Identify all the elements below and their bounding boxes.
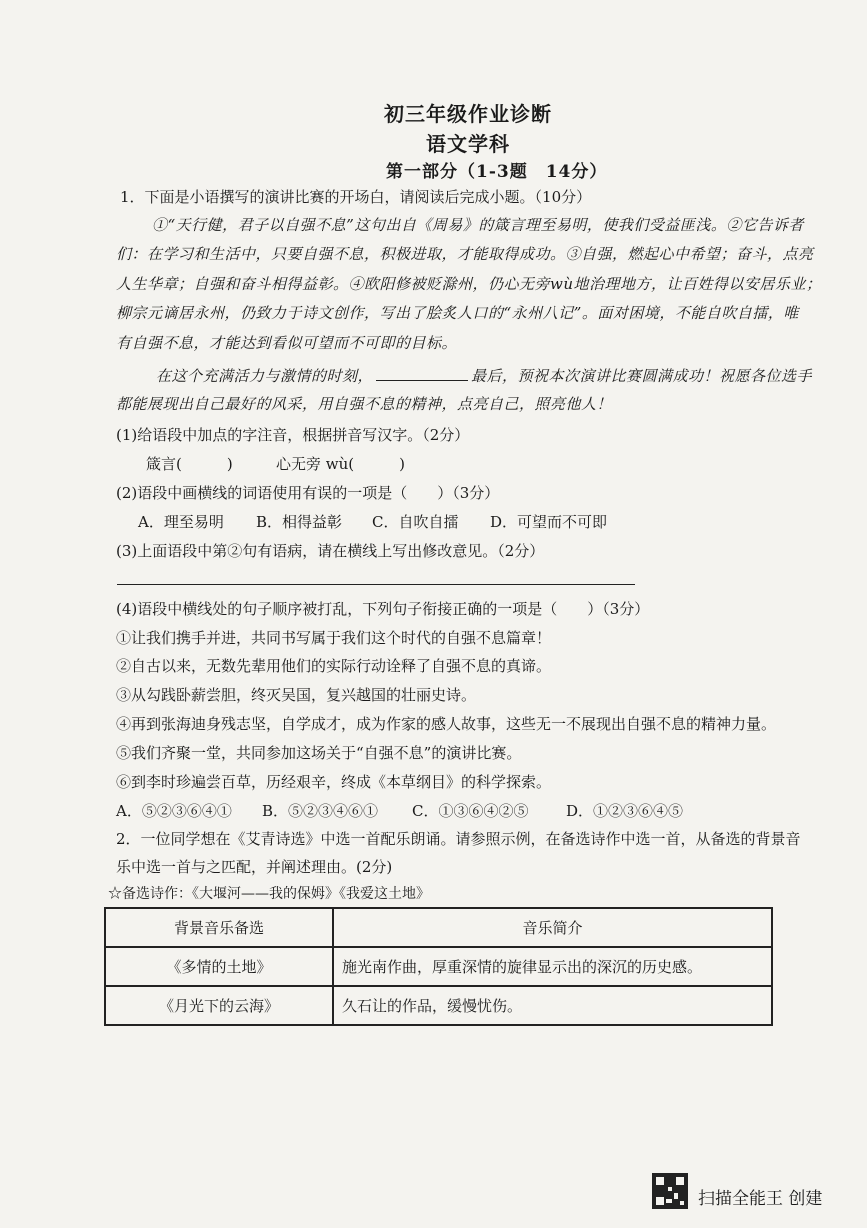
passage-line-5: 有自强不息，才能达到看似可望而不可即的目标。: [116, 334, 458, 352]
sentence-1: ①让我们携手并进，共同书写属于我们这个时代的自强不息篇章！: [116, 629, 552, 647]
sub3-stem: (3)上面语段中第②句有语病，请在横线上写出修改意见。（2分）: [116, 542, 545, 560]
page-title: 初三年级作业诊断: [384, 102, 552, 126]
sub3-answer-line[interactable]: [117, 584, 635, 585]
passage-line-3: 人生华章；自强和奋斗相得益彰。④欧阳修被贬滁州，仍心无旁wù地治理地方，让百姓得以安居乐业；: [116, 275, 822, 293]
sub1-item-b[interactable]: 心无旁 wù( ): [276, 455, 405, 473]
sentence-6: ⑥到李时珍遍尝百草，历经艰辛，终成《本草纲目》的科学探索。: [116, 773, 552, 791]
table-row: [105, 947, 772, 986]
scanner-brand: 扫描全能王 创建: [698, 1189, 823, 1209]
table-header-row: [105, 908, 772, 947]
sentence-4: ④再到张海迪身残志坚，自学成才，成为作家的感人故事，这些无一不展现出自强不息的精神力量。: [116, 715, 777, 733]
answer-blank[interactable]: [376, 368, 468, 381]
sub2-option-a[interactable]: A．理至易明: [138, 513, 224, 531]
q1-stem: 1．下面是小语撰写的演讲比赛的开场白，请阅读后完成小题。（10分）: [120, 188, 592, 206]
q2-stem-line-1: 2．一位同学想在《艾青诗选》中选一首配乐朗诵。请参照示例，在备选诗作中选一首，从备选的背景音: [116, 830, 801, 848]
passage-line-4: 柳宗元谪居永州，仍致力于诗文创作，写出了脍炙人口的“永州八记”。面对困境，不能自吹自擂，唯: [116, 304, 799, 322]
sub1-item-a[interactable]: 箴言( ): [146, 455, 233, 473]
passage-line-6: [156, 368, 812, 384]
passage-line-2: 们：在学习和生活中，只要自强不息，积极进取，才能取得成功。③自强，燃起心中希望；奋斗，点亮: [116, 245, 814, 263]
qr-code-icon: [652, 1173, 688, 1209]
sub4-option-d[interactable]: D．①②③⑥④⑤: [566, 802, 684, 820]
sub4-option-c[interactable]: C．①③⑥④②⑤: [412, 802, 529, 820]
passage-line-6a: 在这个充满活力与激情的时刻，: [156, 367, 374, 385]
sentence-3: ③从勾践卧薪尝胆，终灭吴国，复兴越国的壮丽史诗。: [116, 686, 477, 704]
table-header-intro: 音乐简介: [333, 908, 772, 947]
q2-poems: ☆备选诗作：《大堰河——我的保姆》《我爱这土地》: [108, 886, 430, 902]
sub1-stem: (1)给语段中加点的字注音，根据拼音写汉字。（2分）: [116, 426, 470, 444]
table-cell-intro: 久石让的作品，缓慢忧伤。: [333, 986, 772, 1025]
music-table: [104, 907, 773, 1026]
table-row: [105, 986, 772, 1025]
subject-title: 语文学科: [426, 132, 510, 156]
sub4-option-b[interactable]: B．⑤②③④⑥①: [262, 802, 379, 820]
table-header-music: 背景音乐备选: [105, 908, 333, 947]
table-cell-intro: 施光南作曲，厚重深情的旋律显示出的深沉的历史感。: [333, 947, 772, 986]
sub2-option-b[interactable]: B．相得益彰: [256, 513, 343, 531]
passage-line-7: 都能展现出自己最好的风采，用自强不息的精神，点亮自己，照亮他人！: [116, 395, 613, 413]
sub4-option-a[interactable]: A．⑤②③⑥④①: [116, 802, 232, 820]
sub2-stem: (2)语段中画横线的词语使用有误的一项是（ ）（3分）: [116, 484, 500, 502]
passage-line-6b: 最后，预祝本次演讲比赛圆满成功！祝愿各位选手: [471, 367, 813, 385]
sentence-5: ⑤我们齐聚一堂，共同参加这场关于“自强不息”的演讲比赛。: [116, 744, 522, 762]
sub2-option-c[interactable]: C．自吹自擂: [372, 513, 459, 531]
sub2-option-d[interactable]: D．可望而不可即: [490, 513, 608, 531]
part-title: 第一部分（1-3题 14分）: [386, 162, 608, 182]
sentence-2: ②自古以来，无数先辈用他们的实际行动诠释了自强不息的真谛。: [116, 657, 552, 675]
sub4-stem: (4)语段中横线处的句子顺序被打乱，下列句子衔接正确的一项是（ ）（3分）: [116, 600, 650, 618]
passage-line-1: ①“天行健，君子以自强不息”这句出自《周易》的箴言理至易明，使我们受益匪浅。②它告诉者: [152, 216, 804, 234]
table-cell-music: 《多情的土地》: [105, 947, 333, 986]
q2-stem-line-2: 乐中选一首与之匹配，并阐述理由。(2分): [116, 858, 393, 876]
table-cell-music: 《月光下的云海》: [105, 986, 333, 1025]
